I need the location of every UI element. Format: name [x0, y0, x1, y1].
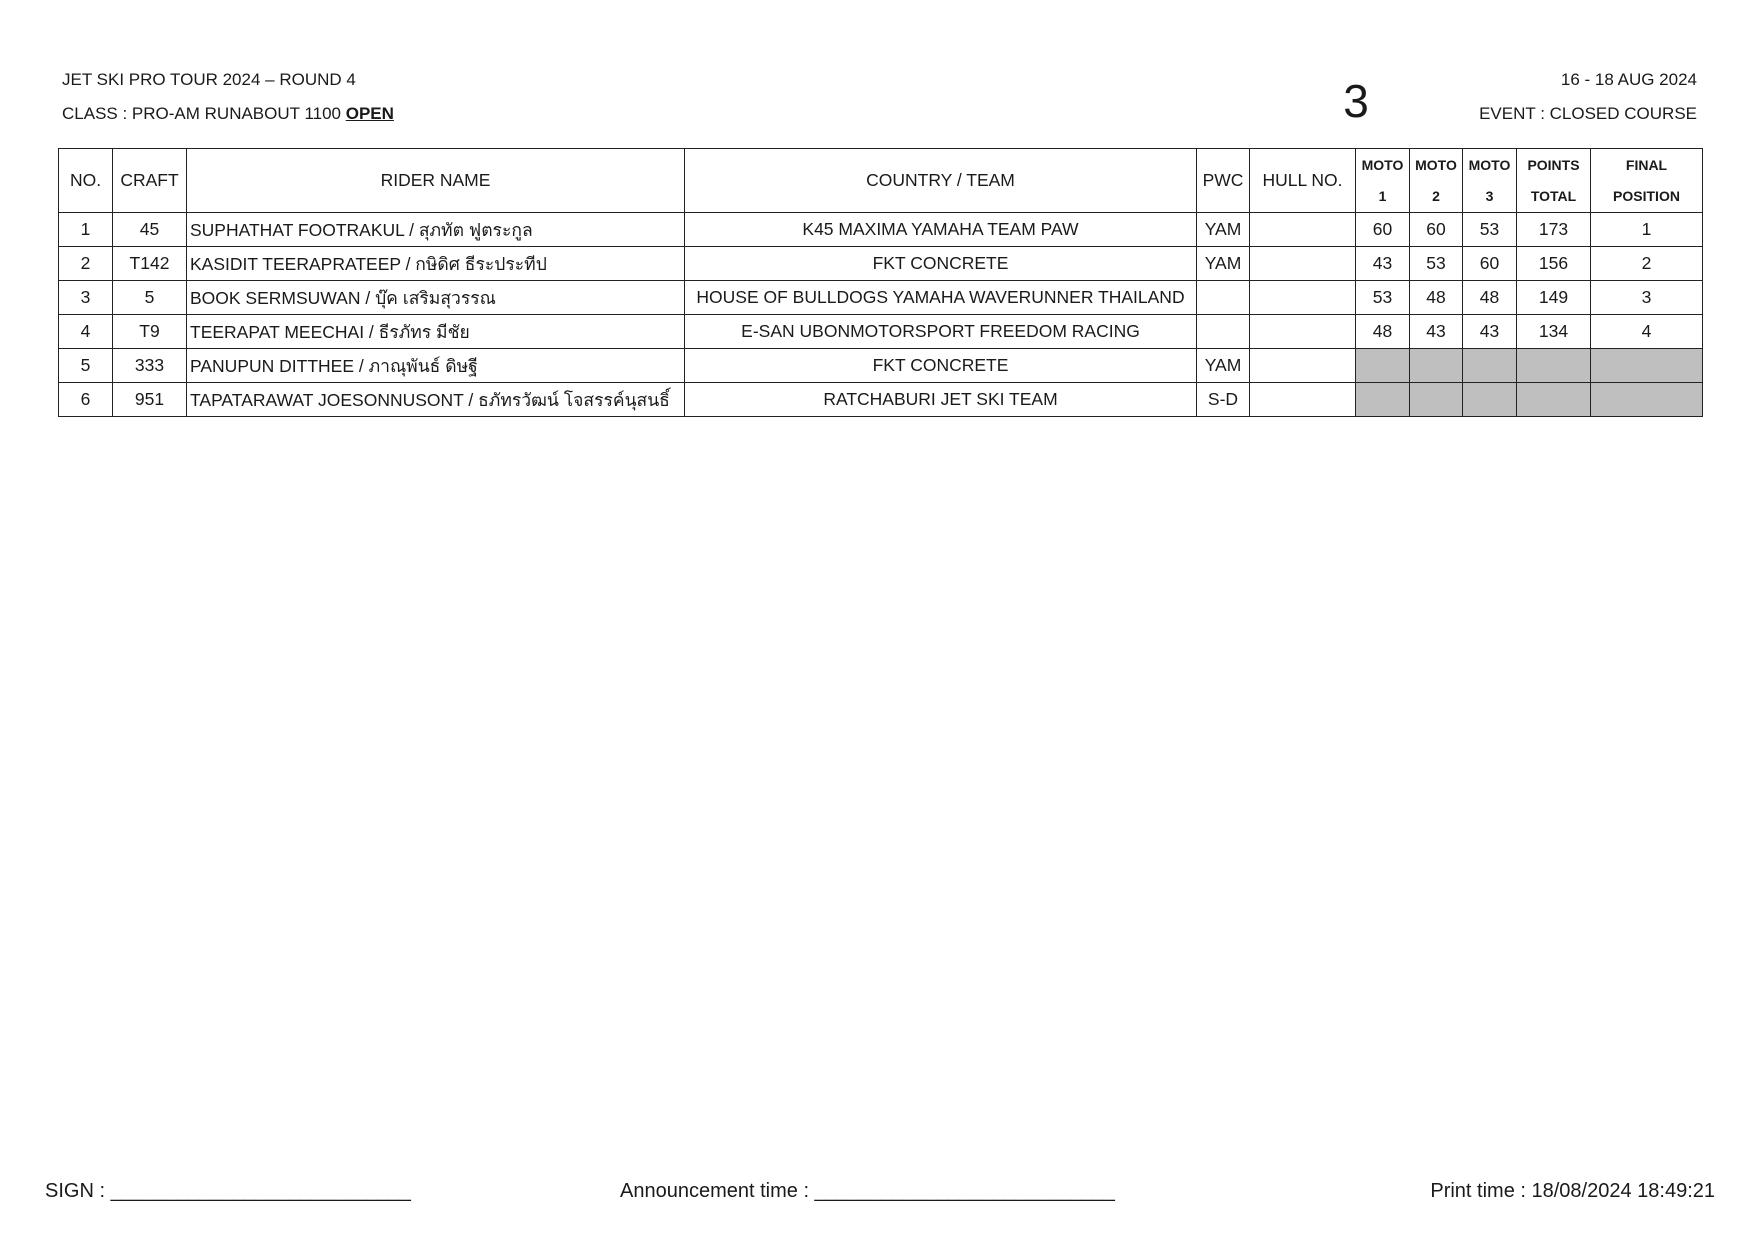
final-label: FINAL	[1625, 156, 1668, 173]
moto2-label: MOTO	[1415, 156, 1457, 173]
cell-craft: 5	[113, 281, 187, 315]
cell-moto3: 53	[1463, 213, 1517, 247]
col-header-points-total	[1517, 149, 1591, 213]
cell-team: FKT CONCRETE	[685, 349, 1197, 383]
cell-moto2	[1410, 349, 1463, 383]
cell-no: 4	[59, 315, 113, 349]
cell-moto1: 60	[1356, 213, 1410, 247]
col-header-final-position	[1591, 149, 1703, 213]
moto3-label: MOTO	[1468, 156, 1511, 173]
cell-final-position: 4	[1591, 315, 1703, 349]
col-header-hull: HULL NO.	[1250, 149, 1356, 213]
cell-no: 3	[59, 281, 113, 315]
cell-moto1: 53	[1356, 281, 1410, 315]
cell-points-total: 149	[1517, 281, 1591, 315]
cell-pwc: S-D	[1197, 383, 1250, 417]
table-row	[59, 383, 1703, 417]
event-title: JET SKI PRO TOUR 2024 – ROUND 4	[62, 70, 356, 89]
table-row	[59, 315, 1703, 349]
cell-points-total	[1517, 349, 1591, 383]
total-label: TOTAL	[1530, 187, 1577, 204]
cell-moto2	[1410, 383, 1463, 417]
cell-moto3: 48	[1463, 281, 1517, 315]
col-header-moto2	[1410, 149, 1463, 213]
col-header-moto3	[1463, 149, 1517, 213]
col-header-moto1	[1356, 149, 1410, 213]
cell-team: RATCHABURI JET SKI TEAM	[685, 383, 1197, 417]
cell-moto1: 48	[1356, 315, 1410, 349]
cell-craft: 333	[113, 349, 187, 383]
cell-hull-no	[1250, 383, 1356, 417]
cell-team: HOUSE OF BULLDOGS YAMAHA WAVERUNNER THAILAND	[685, 281, 1197, 315]
col-header-no: NO.	[59, 149, 113, 213]
print-time: Print time : 18/08/2024 18:49:21	[1430, 1180, 1715, 1202]
page-number: 3	[1343, 75, 1369, 127]
class-open-label: OPEN	[345, 104, 394, 123]
cell-moto1: 43	[1356, 247, 1410, 281]
cell-final-position: 3	[1591, 281, 1703, 315]
class-label: CLASS : PRO-AM RUNABOUT 1100	[62, 104, 346, 123]
event-date: 16 - 18 AUG 2024	[1560, 70, 1697, 89]
cell-final-position	[1591, 349, 1703, 383]
cell-rider-name: TEERAPAT MEECHAI / ธีรภัทร มีชัย	[187, 315, 685, 349]
moto2-number: 2	[1432, 187, 1440, 204]
cell-rider-name: BOOK SERMSUWAN / บุ๊ค เสริมสุวรรณ	[187, 281, 685, 315]
cell-points-total	[1517, 383, 1591, 417]
moto1-number: 1	[1378, 187, 1387, 204]
table-header-row	[59, 149, 1703, 213]
cell-pwc	[1197, 281, 1250, 315]
cell-moto2: 53	[1410, 247, 1463, 281]
cell-team: K45 MAXIMA YAMAHA TEAM PAW	[685, 213, 1197, 247]
announcement-time-line: Announcement time : ___________________________	[620, 1180, 1115, 1202]
table-row	[59, 349, 1703, 383]
cell-moto2: 48	[1410, 281, 1463, 315]
sign-line: SIGN : ___________________________	[45, 1180, 411, 1202]
col-header-rider: RIDER NAME	[187, 149, 685, 213]
cell-no: 5	[59, 349, 113, 383]
cell-rider-name: SUPHATHAT FOOTRAKUL / สุภทัต ฟูตระกูล	[187, 213, 685, 247]
position-label: POSITION	[1613, 187, 1680, 204]
cell-final-position	[1591, 383, 1703, 417]
table-row	[59, 281, 1703, 315]
results-table	[58, 148, 1703, 417]
cell-craft: T9	[113, 315, 187, 349]
cell-hull-no	[1250, 281, 1356, 315]
cell-points-total: 134	[1517, 315, 1591, 349]
cell-hull-no	[1250, 213, 1356, 247]
cell-final-position: 2	[1591, 247, 1703, 281]
table-row	[59, 247, 1703, 281]
col-header-pwc: PWC	[1197, 149, 1250, 213]
cell-moto2: 43	[1410, 315, 1463, 349]
cell-pwc: YAM	[1197, 247, 1250, 281]
cell-no: 2	[59, 247, 113, 281]
moto3-number: 3	[1485, 187, 1494, 204]
cell-pwc: YAM	[1197, 213, 1250, 247]
cell-moto3	[1463, 383, 1517, 417]
cell-moto3: 60	[1463, 247, 1517, 281]
cell-craft: 951	[113, 383, 187, 417]
cell-craft: 45	[113, 213, 187, 247]
cell-team: E-SAN UBONMOTORSPORT FREEDOM RACING	[685, 315, 1197, 349]
cell-pwc	[1197, 315, 1250, 349]
cell-rider-name: PANUPUN DITTHEE / ภาณุพันธ์ ดิษฐี	[187, 349, 685, 383]
points-label: POINTS	[1527, 156, 1580, 173]
cell-moto3: 43	[1463, 315, 1517, 349]
col-header-craft: CRAFT	[113, 149, 187, 213]
cell-rider-name: TAPATARAWAT JOESONNUSONT / ธภัทรวัฒน์ โจสรรค์นุสนธิ์	[187, 383, 685, 417]
cell-no: 1	[59, 213, 113, 247]
cell-hull-no	[1250, 247, 1356, 281]
cell-moto1	[1356, 349, 1410, 383]
cell-team: FKT CONCRETE	[685, 247, 1197, 281]
results-body	[59, 213, 1703, 417]
table-row	[59, 213, 1703, 247]
col-header-team: COUNTRY / TEAM	[685, 149, 1197, 213]
cell-final-position: 1	[1591, 213, 1703, 247]
cell-points-total: 173	[1517, 213, 1591, 247]
cell-pwc: YAM	[1197, 349, 1250, 383]
cell-hull-no	[1250, 349, 1356, 383]
class-line	[62, 104, 394, 124]
cell-craft: T142	[113, 247, 187, 281]
cell-rider-name: KASIDIT TEERAPRATEEP / กษิดิศ ธีระประทีป	[187, 247, 685, 281]
cell-no: 6	[59, 383, 113, 417]
cell-moto2: 60	[1410, 213, 1463, 247]
cell-moto3	[1463, 349, 1517, 383]
cell-moto1	[1356, 383, 1410, 417]
cell-hull-no	[1250, 315, 1356, 349]
moto1-label: MOTO	[1361, 156, 1404, 173]
event-type: EVENT : CLOSED COURSE	[1479, 104, 1697, 123]
cell-points-total: 156	[1517, 247, 1591, 281]
